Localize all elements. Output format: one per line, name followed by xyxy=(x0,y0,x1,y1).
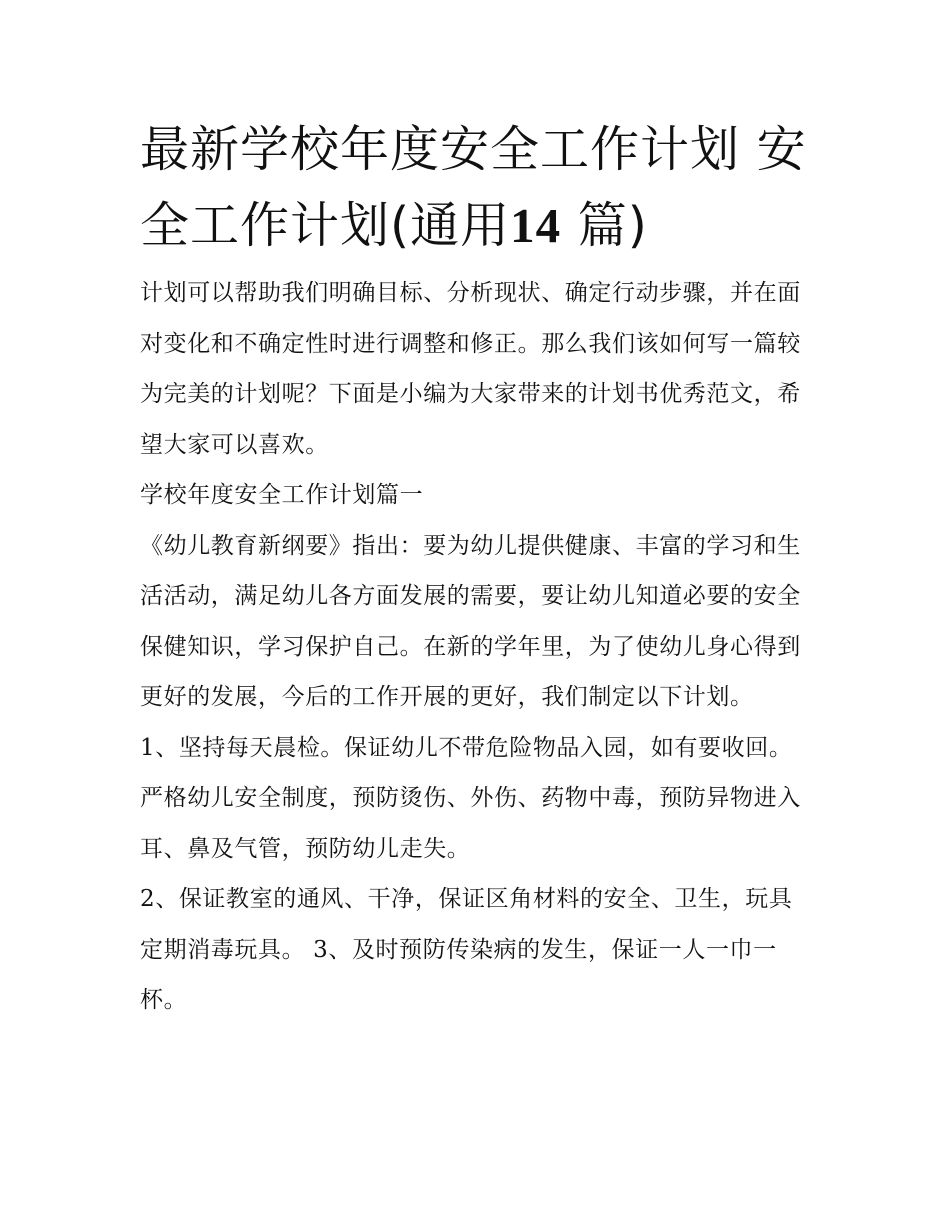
document-page xyxy=(140,112,812,1026)
body-paragraph: 《幼儿教育新纲要》指出：要为幼儿提供健康、丰富的学习和生活活动，满足幼儿各方面发展的需要，要让幼儿知道必要的安全保健知识，学习保护自己。在新的学年里，为了使幼儿身心得到更好的发展，今后的工作开展的更好，我们制定以下计划。 xyxy=(140,532,801,710)
list-item-1: 1、坚持每天晨检。保证幼儿不带危险物品入园，如有要收回。严格幼儿安全制度，预防烫伤、外伤、药物中毒，预防异物进入耳、鼻及气管，预防幼儿走失。 xyxy=(140,734,801,862)
title-number: 14 xyxy=(510,198,562,253)
document-title xyxy=(140,112,812,264)
intro-paragraph: 计划可以帮助我们明确目标、分析现状、确定行动步骤，并在面对变化和不确定性时进行调整和修正。那么我们该如何写一篇较为完美的计划呢？下面是小编为大家带来的计划书优秀范文，希望大家可以喜欢。 xyxy=(140,280,801,458)
title-text: 最新学校年度安全工作计划 安全工作计划(通用 xyxy=(140,121,807,254)
section-heading: 学校年度安全工作计划篇一 xyxy=(140,482,424,508)
list-item-2: 2、保证教室的通风、干净，保证区角材料的安全、卫生，玩具定期消毒玩具。 3、及时预防传染病的发生，保证一人一巾一杯。 xyxy=(140,886,793,1013)
title-suffix: 篇) xyxy=(577,197,648,254)
